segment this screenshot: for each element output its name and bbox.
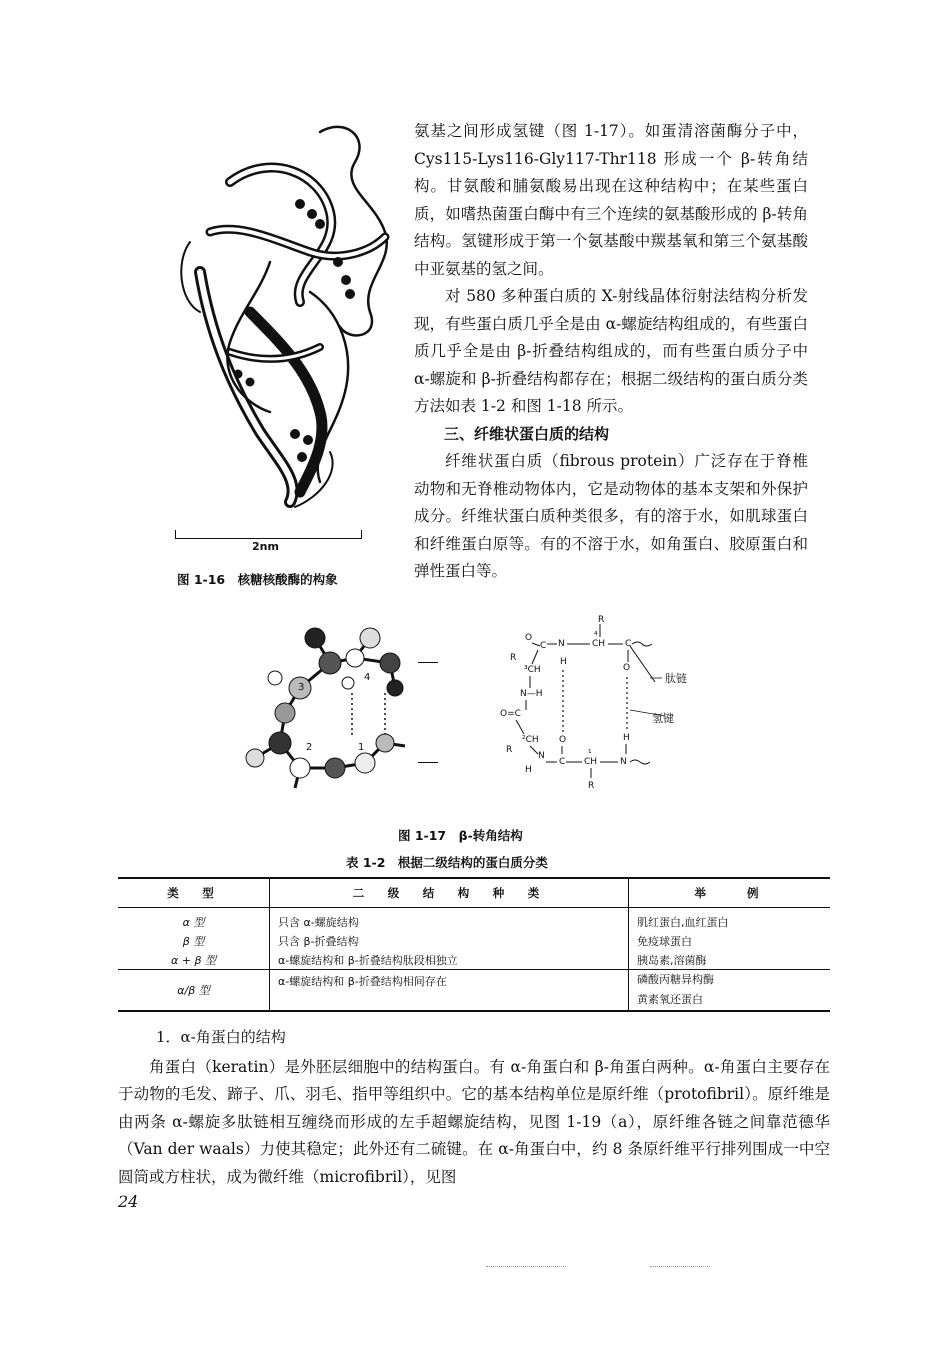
classification-table: [118, 877, 830, 1012]
cell-type: α 型: [182, 915, 205, 929]
atom-c-1: C: [540, 641, 547, 651]
label-peptide-chain: 肽链: [665, 672, 687, 685]
ball-label-3: 3: [298, 682, 305, 693]
atom-c-2: C: [625, 639, 632, 649]
ball-label-2: 2: [306, 742, 313, 753]
page-number: 24: [118, 1192, 139, 1211]
atom-o-3: O: [559, 735, 567, 745]
cell-kind: α-螺旋结构和 β-折叠结构肽段相独立: [270, 950, 629, 970]
cell-kind: α-螺旋结构和 β-折叠结构相间存在: [270, 970, 629, 1012]
cell-example: 肌红蛋白,血红蛋白: [629, 908, 831, 932]
cell-type: α + β 型: [171, 953, 216, 967]
ball-label-4: 4: [364, 672, 371, 683]
right-column-text: [414, 118, 808, 586]
atom-o-1: O: [525, 633, 533, 643]
arrow-top: [418, 662, 438, 663]
atom-n-1: N: [558, 639, 565, 649]
scale-bar: [175, 530, 362, 539]
table-header-row: [118, 878, 830, 908]
atom-n-2: N: [538, 751, 545, 761]
table-row: [118, 950, 830, 970]
label-hbond: 氢键: [652, 712, 674, 725]
cell-kind: 只含 β-折叠结构: [270, 931, 629, 950]
atom-o-c: O=C: [500, 709, 521, 719]
scale-label: 2nm: [252, 540, 279, 553]
atom-o-2: O: [623, 663, 631, 673]
atom-index-1: ¹: [588, 749, 592, 759]
atom-ch-3: ³CH: [524, 665, 541, 675]
atom-r-top: R: [598, 615, 605, 625]
arrow-bottom: [418, 762, 438, 763]
cell-example: 胰岛素,溶菌酶: [629, 950, 831, 970]
atom-n-3: N: [620, 757, 627, 767]
subheading-alpha-keratin: 1．α-角蛋白的结构: [156, 1028, 286, 1046]
paragraph-beta-turn: 氨基之间形成氢键（图 1-17）。如蛋清溶菌酶分子中，Cys115-Lys116-Gly117-Thr118 形成一个 β-转角结构。甘氨酸和脯氨酸易出现在这种结构中；在某些蛋白质，如嗜热菌蛋白酶中有三个连续的氨基酸形成的 β-转角结构。氢键形成于第一个氨基酸中羰基氧和第三个氨基酸中亚氨基的氢之间。: [414, 122, 808, 278]
atom-c-3: C: [559, 757, 566, 767]
paragraph-xray: 对 580 多种蛋白质的 X-射线晶体衍射法结构分析发现，有些蛋白质几乎全是由 α-螺旋结构组成的，有些蛋白质几乎全是由 β-折叠结构组成的，而有些蛋白质分子中 α-螺旋和 β-折叠结构都存在；根据二级结构的蛋白质分类方法如表 1-2 和图 1-18 所示。: [414, 287, 808, 415]
header-type: 类 型: [118, 878, 270, 908]
beta-turn-structural-formula: [470, 612, 710, 812]
cell-type: β 型: [182, 934, 205, 948]
atom-h-2: H: [623, 733, 630, 743]
atom-h-1: H: [560, 657, 567, 667]
atom-r-bottom: R: [588, 781, 595, 791]
figure-1-16: [170, 112, 410, 592]
ball-label-1: 1: [358, 742, 365, 753]
ribonuclease-ribbon-diagram: [170, 112, 410, 522]
atom-index-4: ⁴: [594, 631, 598, 641]
table-row: [118, 931, 830, 950]
cell-example: 免疫球蛋白: [629, 931, 831, 950]
table-row: [118, 908, 830, 932]
cell-example-line: 黄素氧还蛋白: [637, 993, 703, 1006]
paragraph-keratin: 角蛋白（keratin）是外胚层细胞中的结构蛋白。有 α-角蛋白和 β-角蛋白两种。α-角蛋白主要存在于动物的毛发、蹄子、爪、羽毛、指甲等组织中。它的基本结构单位是原纤维（protofibril）。原纤维是由两条 α-螺旋多肽链相互缠绕而形成的左手超螺旋结构，见图 1-19（a），原纤维各链之间靠范德华（Van der waals）力使其稳定；此外还有二硫键。在 α-角蛋白中，约 8 条原纤维平行排列围成一中空圆筒或方柱状，成为微纤维（microfibril），见图: [118, 1057, 830, 1186]
beta-turn-ball-model: [240, 618, 440, 798]
atom-r-left: R: [510, 653, 517, 663]
cell-example-line: 磷酸丙糖异构酶: [637, 973, 714, 986]
scan-mark-right: [650, 1266, 710, 1267]
header-example: 举 例: [629, 878, 831, 908]
atom-ch-4: CH: [584, 757, 598, 767]
figure-1-17-caption: 图 1-17 β-转角结构: [398, 828, 523, 843]
cell-type: α/β 型: [118, 970, 270, 1012]
paragraph-fibrous: 纤维状蛋白质（fibrous protein）广泛存在于脊椎动物和无脊椎动物体内，它是动物体的基本支架和外保护成分。纤维状蛋白质种类很多，有的溶于水，如肌球蛋白和纤维蛋白原等。有的不溶于水，如角蛋白、胶原蛋白和弹性蛋白等。: [414, 452, 808, 580]
atom-ch-2: ²CH: [522, 735, 539, 745]
atom-h-3: H: [525, 765, 532, 775]
body-text: [118, 1024, 830, 1191]
atom-r-bottom-left: R: [506, 745, 513, 755]
scan-mark-left: [486, 1266, 566, 1267]
atom-ch-1: CH: [592, 639, 606, 649]
section-heading: 三、纤维状蛋白质的结构: [444, 424, 610, 443]
table-title: 表 1-2 根据二级结构的蛋白质分类: [346, 855, 548, 870]
table-row: [118, 970, 830, 1012]
cell-kind: 只含 α-螺旋结构: [270, 908, 629, 932]
cell-example: [629, 970, 831, 1012]
atom-n-h: N—H: [520, 689, 543, 699]
header-kind: 二 级 结 构 种 类: [270, 878, 629, 908]
figure-1-16-caption: 图 1-16 核糖核酸酶的构象: [177, 572, 338, 587]
